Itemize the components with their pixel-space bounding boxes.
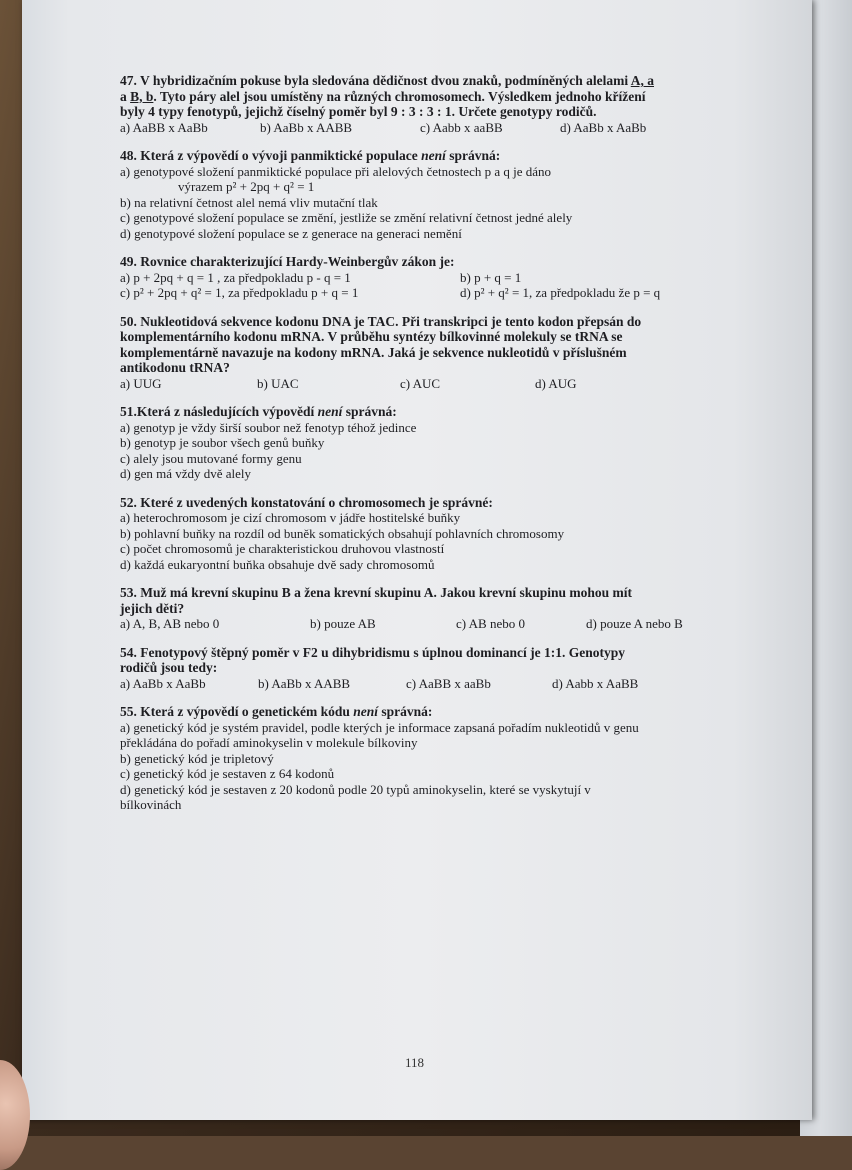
q48-head1: 48. Která z výpovědí o vývoji panmiktické populace xyxy=(120,148,422,163)
q53-options xyxy=(120,616,740,632)
q53-option-c: c) AB nebo 0 xyxy=(456,616,525,631)
q51-head2: správná: xyxy=(342,404,397,419)
q49-row1 xyxy=(120,270,740,286)
q49-option-d: d) p² + q² = 1, za předpokladu že p = q xyxy=(460,285,661,300)
q49-option-c: c) p² + 2pq + q² = 1, za předpokladu p + q = 1 xyxy=(120,285,359,300)
question-47-text xyxy=(120,73,740,120)
question-55-text xyxy=(120,704,740,720)
q49-option-b: b) p + q = 1 xyxy=(460,269,522,285)
q50-line1: 50. Nukleotidová sekvence kodonu DNA je TAC. Při transkripci je tento kodon přepsán do xyxy=(120,313,642,329)
q48-emphasis: není xyxy=(421,148,446,163)
q52-option-c: c) počet chromosomů je charakteristickou druhovou vlastností xyxy=(120,541,445,556)
q53-option-d: d) pouze A nebo B xyxy=(586,616,683,631)
q52-option-a: a) heterochromosom je cizí chromosom v jádře hostitelské buňky xyxy=(120,510,461,525)
q53-option-b: b) pouze AB xyxy=(310,616,376,631)
q55-emphasis: není xyxy=(353,704,378,719)
q50-line4: antikodonu tRNA? xyxy=(120,360,230,375)
q51-option-a: a) genotyp je vždy širší soubor než fenotyp téhož jedince xyxy=(120,419,417,435)
page-number: 118 xyxy=(405,1055,425,1070)
question-54 xyxy=(120,645,740,692)
q50-option-c: c) AUC xyxy=(400,375,441,391)
q53-option-a: a) A, B, AB nebo 0 xyxy=(120,616,220,631)
q54-option-d: d) Aabb x AaBB xyxy=(552,675,639,691)
q55-option-d-cont: bílkovinách xyxy=(120,797,182,812)
q50-line3: komplementárně navazuje na kodony mRNA. Jaká je sekvence nukleotidů v příslušném xyxy=(120,344,627,360)
q55-head1: 55. Která z výpovědí o genetickém kódu xyxy=(120,704,354,719)
question-48-text xyxy=(120,148,740,164)
question-50 xyxy=(120,314,740,392)
q55-option-a: a) genetický kód je systém pravidel, podle kterých je informace zapsaná pořadím nukleotidů v genu xyxy=(120,719,639,735)
q47-option-c: c) Aabb x aaBB xyxy=(420,119,503,135)
q54-line1: 54. Fenotypový štěpný poměr v F2 u dihybridismu s úplnou dominancí je 1:1. Genotypy xyxy=(120,644,625,660)
q52-option-d: d) každá eukaryontní buňka obsahuje dvě sady chromosomů xyxy=(120,556,435,572)
q47-option-d: d) AaBb x AaBb xyxy=(560,119,647,135)
q55-head2: správná: xyxy=(378,704,433,719)
q52-option-b: b) pohlavní buňky na rozdíl od buněk somatických obsahují pohlavních chromosomy xyxy=(120,525,565,541)
q53-line2: jejich děti? xyxy=(120,600,185,616)
q47-option-b: b) AaBb x AABB xyxy=(260,119,353,135)
q51-option-b: b) genotyp je soubor všech genů buňky xyxy=(120,435,325,450)
q51-option-d: d) gen má vždy dvě alely xyxy=(120,466,252,481)
q51-emphasis: není xyxy=(317,404,343,419)
q47-line2c: . Tyto páry alel jsou umístěny na různých chromosomech. Výsledkem jednoho křížení xyxy=(153,88,646,104)
question-49-text: 49. Rovnice charakterizující Hardy-Weinbergův zákon je: xyxy=(120,254,455,269)
q50-option-a: a) UUG xyxy=(120,375,162,391)
q54-option-b: b) AaBb x AABB xyxy=(258,675,351,691)
q51-option-c: c) alely jsou mutované formy genu xyxy=(120,450,302,466)
q48-option-a-formula: výrazem p² + 2pq + q² = 1 xyxy=(178,179,315,194)
question-52 xyxy=(120,495,740,573)
q55-option-c: c) genetický kód je sestaven z 64 kodonů xyxy=(120,766,335,781)
q49-option-a: a) p + 2pq + q = 1 , za předpokladu p - q = 1 xyxy=(120,269,351,285)
q50-line2: komplementárního kodonu mRNA. V průběhu syntézy bílkovinné molekuly se tRNA se xyxy=(120,329,623,344)
q47-line2a: a xyxy=(120,88,131,104)
question-53 xyxy=(120,585,740,632)
question-50-text xyxy=(120,314,740,376)
q50-option-d: d) AUG xyxy=(535,375,577,391)
q55-option-b: b) genetický kód je tripletový xyxy=(120,750,274,766)
q47-option-a: a) AaBB x AaBb xyxy=(120,119,208,135)
question-55 xyxy=(120,704,740,813)
question-54-text xyxy=(120,645,740,676)
q47-alleles-b: B, b xyxy=(130,88,154,104)
question-48 xyxy=(120,148,740,241)
q53-line1: 53. Muž má krevní skupinu B a žena krevní skupinu A. Jakou krevní skupinu mohou mít xyxy=(120,585,633,600)
question-51 xyxy=(120,404,740,482)
q48-option-a: a) genotypové složení panmiktické populace při alelových četnostech p a q je dáno xyxy=(120,163,552,179)
q48-option-c: c) genotypové složení populace se změní, jestliže se změní relativní četnost jedné alely xyxy=(120,210,573,225)
q47-line1: 47. V hybridizačním pokuse byla sledována dědičnost dvou znaků, podmíněných alelami xyxy=(120,73,631,88)
q48-option-b: b) na relativní četnost alel nemá vliv mutační tlak xyxy=(120,194,378,210)
q48-option-d: d) genotypové složení populace se z generace na generaci nemění xyxy=(120,225,462,241)
q47-options xyxy=(120,120,740,136)
question-49 xyxy=(120,254,740,301)
page-content xyxy=(120,73,740,826)
q54-option-a: a) AaBb x AaBb xyxy=(120,675,206,691)
q54-option-c: c) AaBB x aaBb xyxy=(406,675,491,691)
q55-option-d: d) genetický kód je sestaven z 20 kodonů podle 20 typů aminokyselin, které se vyskytují v xyxy=(120,781,591,797)
q48-head2: správná: xyxy=(445,148,501,163)
question-53-text xyxy=(120,585,740,616)
q54-options xyxy=(120,676,740,692)
q47-alleles-a: A, a xyxy=(630,73,654,88)
q51-head1: 51.Která z následujících výpovědí xyxy=(120,404,318,419)
question-47 xyxy=(120,73,740,135)
q49-row2 xyxy=(120,285,740,301)
q54-line2: rodičů jsou tedy: xyxy=(120,660,218,675)
q50-options xyxy=(120,376,740,392)
q47-line3: byly 4 typy fenotypů, jejichž číselný poměr byl 9 : 3 : 3 : 1. Určete genotypy rodičů. xyxy=(120,104,597,119)
q50-option-b: b) UAC xyxy=(257,375,299,391)
question-51-text xyxy=(120,404,740,420)
question-52-text: 52. Které z uvedených konstatování o chromosomech je správné: xyxy=(120,494,493,510)
q55-option-a-cont: překládána do pořadí aminokyselin v molekule bílkoviny xyxy=(120,735,418,750)
